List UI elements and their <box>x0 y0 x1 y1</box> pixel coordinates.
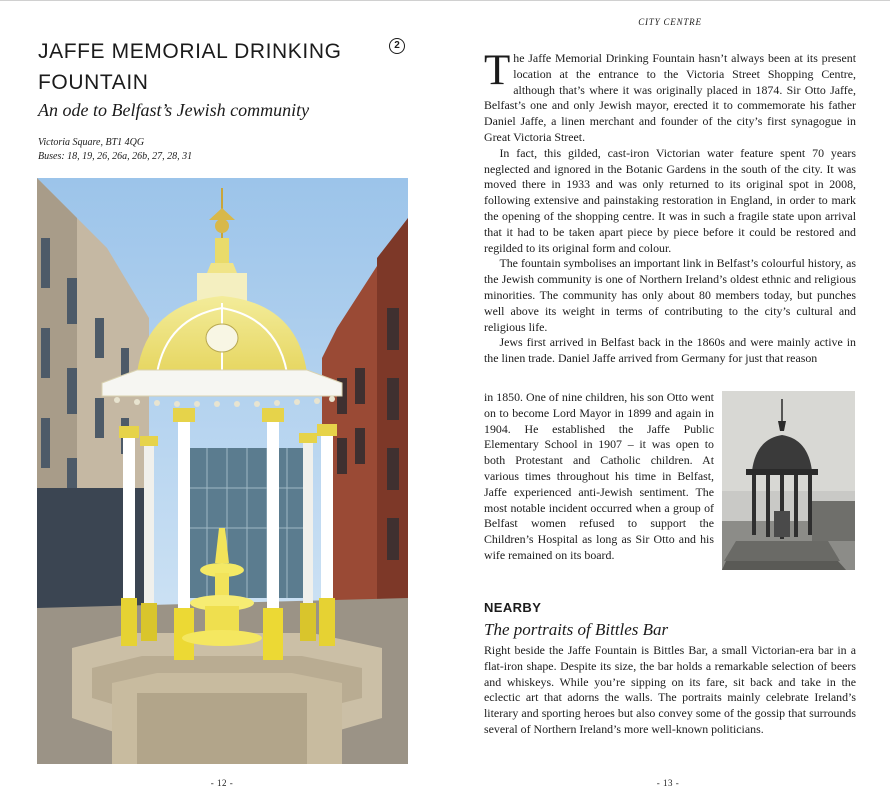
paragraph-3: The fountain symbolises an important link in Belfast’s colourful history, as the Jewish community is one of Northern Ireland’s oldest ethnic and religious minorities. The community has only about 80 members today, but punches well above its weight in terms of contributing to the city’s cultural and religious life. <box>484 256 856 334</box>
paragraph-1-text: he Jaffe Memorial Drinking Fountain hasn’t always been at its present location at the entrance to the Victoria Street Shopping Centre, although that’s where it was originally placed in 1874. Sir Otto Jaffe, Belfast’s one and only Jewish mayor, erected it to commemorate his father Daniel Jaffe, a linen merchant and founder of the city’s first synagogue in Great Victoria Street. <box>484 51 856 144</box>
nearby-title: The portraits of Bittles Bar <box>484 620 669 639</box>
paragraph-1 <box>484 47 856 146</box>
bus-routes-line: Buses: 18, 19, 26, 26a, 26b, 27, 28, 31 <box>38 151 193 162</box>
archive-photo <box>722 391 855 570</box>
entry-number-badge: 2 <box>389 38 405 54</box>
paragraph-4: Jews first arrived in Belfast back in the 1860s and were mainly active in the linen trade. Daniel Jaffe arrived from Germany for just that reason <box>484 335 856 366</box>
main-article-text <box>484 47 856 367</box>
drop-cap: T <box>484 47 511 94</box>
paragraph-4-continued: in 1850. One of nine children, his son Otto went on to become Lord Mayor in 1899 and again in 1904. He established the Jaffe Public Elementary School in 1907 – it was open to both Protestant and Catholic children. At various times throughout his time in Belfast, Jaffe experienced anti-Jewish sentiment. The most notable incident occurred when a group of Belfast women refused to support the Children’s Hospital as long as Sir Otto and his wife remained on its board. <box>484 390 714 562</box>
running-head: CITY CENTRE <box>638 17 702 27</box>
page-title: JAFFE MEMORIAL DRINKING FOUNTAIN <box>38 40 342 94</box>
page-top-rule <box>0 0 890 1</box>
address-line: Victoria Square, BT1 4QG <box>38 137 145 148</box>
nearby-paragraph: Right beside the Jaffe Fountain is Bittles Bar, a small Victorian-era bar in a flat-iron shape. Despite its size, the bar holds a remarkable selection of beers and whiskeys. While you’re sipping on its fare, sit back and take in the eclectic art that adorns the walls. The portraits mainly celebrate Ireland’s literary and sporting heroes but also convey some of the gossip that surrounds several of Northern Ireland’s more well-known politicians. <box>484 643 856 736</box>
nearby-label: NEARBY <box>484 600 542 615</box>
paragraph-2: In fact, this gilded, cast-iron Victorian water feature spent 70 years neglected and ignored in the Botanic Gardens in the south of the city. It was moved there in 1933 and was only returned to its original spot in 2008, following extensive and painstaking restoration in England, in order to mark the opening of the shopping centre. It was in such a fragile state upon arrival that it had to be taken apart piece by piece before it could be restored and regilded to its original form and colour. <box>484 145 856 255</box>
page-number-right: - 13 - <box>656 778 680 788</box>
fountain-photo <box>37 178 408 764</box>
nearby-text <box>484 643 856 738</box>
page-number-left: - 12 - <box>210 778 234 788</box>
wrapped-text-column <box>484 390 714 564</box>
page-subtitle: An ode to Belfast’s Jewish community <box>38 100 310 120</box>
